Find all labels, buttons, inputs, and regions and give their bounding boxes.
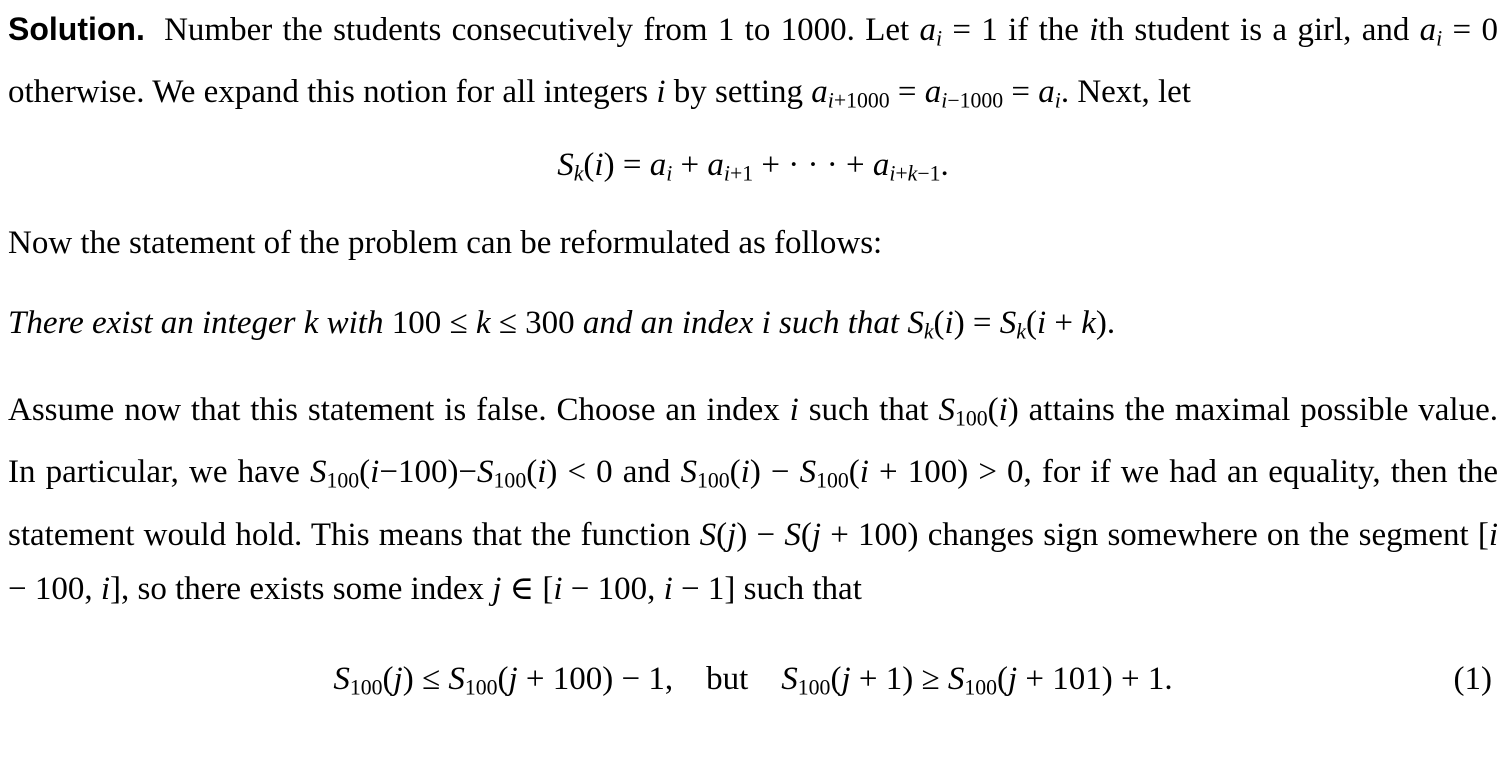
text-run-math: S [799,454,817,491]
text-run-text: ) = [953,305,1000,342]
text-run-math: j [811,516,822,553]
text-run-text: ], so there exists some index [110,570,493,607]
text-run-text: ( [987,391,999,428]
text-run-subi: i [827,88,834,113]
text-run-math: k [1081,305,1096,342]
text-run-text: ( [729,454,741,491]
text-run-math: a [872,146,890,183]
text-run-subi: i [936,26,943,51]
text-run-subi: k [923,319,934,344]
text-run-math: i [1089,12,1099,48]
text-run-math: i [740,454,750,491]
text-run-math: i [594,146,604,183]
text-run-text: Assume now that this statement is false. Choose an index [8,391,790,428]
text-run-text: − 1] such that [672,570,862,607]
text-run-text: + 100) − 1, [517,660,674,697]
equation-1-body [333,660,1173,700]
text-run-math: i [789,391,799,428]
text-run-math: i [656,74,666,111]
text-run-text: + 1) ≥ [850,660,948,697]
display-equation-1 [8,652,1498,714]
text-run-text: −100)− [379,454,478,491]
text-run-text: = [889,74,925,111]
text-run-text: + · · · + [753,146,873,183]
text-run-math: k [475,305,491,342]
text-run-math: S [781,660,798,697]
reformulation-intro-paragraph [8,216,1498,270]
text-run-sub: 100 [493,468,527,493]
text-run-text: ( [933,305,945,342]
text-run-sub: 100 [697,468,730,493]
text-run-text: ( [382,660,394,697]
text-run-text: ) − [749,454,800,491]
equation-1-number: (1) [1453,660,1492,697]
text-run-math: and an index i such that S [582,305,924,342]
text-run-text: ( [359,454,371,491]
text-run-math: There exist an integer k with [8,305,392,342]
text-run-text: ( [526,454,538,491]
text-run-sub: 100 [326,468,360,493]
text-run-text: ( [996,660,1008,697]
text-run-math: a [811,74,828,111]
text-run-subi: k [907,161,918,186]
text-run-text: ) attains the maximal possible value. In particular, we have [8,391,1498,491]
text-run-text: ) − [736,516,785,553]
text-run-math: i [998,391,1008,428]
text-run-subi: i [1054,88,1061,113]
text-run-subi: i [666,161,673,186]
text-run-text: such that [798,391,939,428]
text-run-math: S [557,146,574,183]
text-run-math: j [727,516,737,553]
solution-paragraph [8,2,1498,128]
reformulated-statement [8,296,1498,358]
text-run-sub: 100 [964,675,997,700]
text-run-text: ( [716,516,728,553]
text-run-text: ( [848,454,860,491]
text-run-subi: i [889,161,896,186]
text-run-text: − 100, [8,570,101,607]
text-run-math: S [999,305,1017,342]
text-run-text: by setting [665,74,812,111]
text-run-text: Now the statement of the problem can be reformulated as follows: [8,225,883,262]
display-equation-sk-definition [8,138,1498,200]
text-run-math: a [924,74,942,111]
text-run-text: + 100) > 0, for if we had an equality, then the statement would hold. This means that the function [8,454,1498,553]
text-run-text: = [1003,74,1039,111]
text-run-math: S [784,516,801,553]
text-run-text: ) < 0 and [546,454,681,491]
text-run-math: S [680,454,697,491]
text-run-sub: 100 [816,468,849,493]
text-run-math: i [370,454,380,491]
text-run-text: ( [800,516,812,553]
text-run-text: . Next, let [1060,74,1191,111]
text-run-math: j [841,660,851,697]
text-run-heading: Solution. [8,11,145,47]
text-run-sub: 100 [349,675,383,700]
text-run-text: = 0 otherwise. We expand this notion for all integers [8,12,1498,111]
text-run-subi: k [573,161,584,186]
text-run-text: ). [1095,305,1116,342]
text-run-text: + 101) + 1. [1017,660,1173,697]
text-run-sub: +1 [729,161,754,186]
text-run-subi: k [1016,319,1026,344]
text-run-sub: 100 [954,406,988,431]
text-run-text: + 100) changes sign somewhere on the segment [ [821,516,1489,553]
text-run-text: + [672,146,708,183]
text-run-text: = 1 if the [942,12,1090,48]
text-run-text: ( [1025,305,1037,342]
text-run-subi: i [723,161,730,186]
text-run-math: i [1036,305,1047,342]
text-run-text: . [940,146,949,183]
text-run-math: i [663,570,673,607]
text-run-sub: −1 [917,161,941,186]
text-run-text: ) ≤ [402,660,449,697]
text-run-math: i [859,454,869,491]
text-run-text: 100 ≤ [391,305,476,342]
text-run-math: S [947,660,965,697]
text-run-math: i [553,570,563,607]
text-run-text: ( [830,660,842,697]
text-run-sub: −1000 [947,88,1004,113]
text-run-text: ( [497,660,509,697]
proof-paragraph [8,383,1498,616]
text-run-text: th student is a girl, and [1098,12,1420,48]
text-run-math: a [1419,12,1437,48]
text-run-math: i [100,570,111,607]
text-run-sub: 100 [464,675,498,700]
text-run-text: ∈ [ [501,570,554,607]
text-run-math: j [393,660,403,697]
text-run-math: j [1007,660,1018,697]
text-run-math: S [938,391,955,428]
text-run-sub: +1000 [833,88,890,113]
text-run-math: S [477,454,494,491]
text-run-math: S [333,660,350,697]
text-run-text: ) = [603,146,650,183]
text-run-math: j [492,570,502,607]
text-run-math: S [699,516,717,553]
text-run-text: Number the students consecutively from 1 to 1000. Let [164,12,920,48]
text-run-math: i [944,305,954,342]
text-run-math: S [448,660,465,697]
text-run-text: ≤ 300 [490,305,583,342]
text-run-math: a [707,146,724,183]
text-run-math: S [310,454,327,491]
text-run-sub: 100 [797,675,831,700]
text-run-math: j [508,660,518,697]
text-run-text: + [1046,305,1082,342]
text-run-sub: + [895,161,908,186]
text-run-math: a [649,146,667,183]
text-run-text: − 100, [562,570,664,607]
text-run-text: but [673,660,782,697]
text-run-math: i [1488,516,1498,553]
text-run-subi: i [1436,26,1443,51]
text-run-math: a [1038,74,1055,111]
text-run-subi: i [941,88,948,113]
text-run-math: i [537,454,547,491]
text-run-math: a [919,12,936,48]
text-run-text: ( [583,146,595,183]
